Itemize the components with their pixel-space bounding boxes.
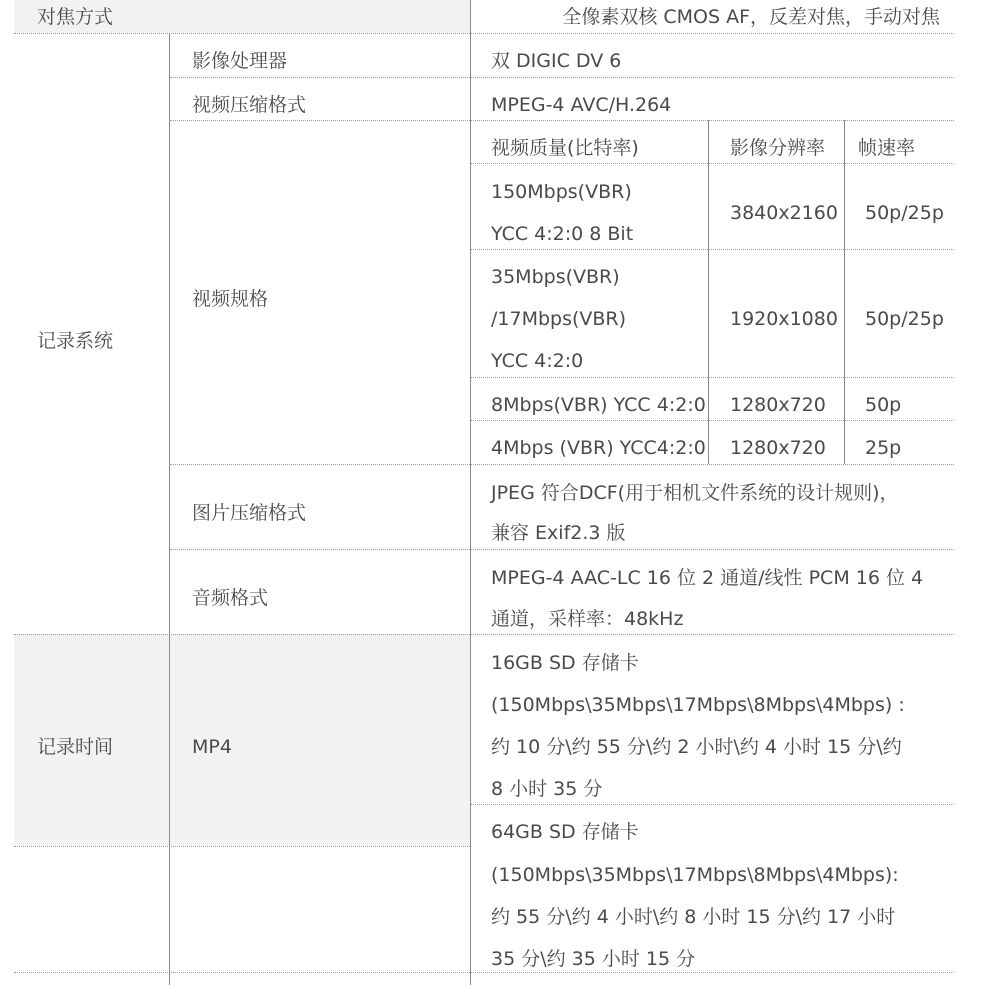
recording-time-label: 记录时间 [37, 736, 114, 758]
row-line [170, 549, 954, 550]
video-spec-header-resolution: 影像分辨率 [730, 137, 826, 159]
row-line [471, 804, 954, 805]
col-divider-1 [169, 33, 170, 985]
card16-line: (150Mbps\35Mbps\17Mbps\8Mbps\4Mbps) : [491, 694, 905, 716]
row-line [170, 464, 954, 465]
video-spec-quality: 150Mbps(VBR) [491, 181, 632, 203]
image-processor-label: 影像处理器 [192, 50, 288, 72]
card64-line: 35 分\约 35 小时 15 分 [491, 948, 696, 970]
image-compression-value: 兼容 Exif2.3 版 [491, 522, 626, 544]
card64-line: (150Mbps\35Mbps\17Mbps\8Mbps\4Mbps): [491, 864, 899, 886]
image-compression-value: JPEG 符合DCF(用于相机文件系统的设计规则)， [491, 482, 899, 504]
row-line [14, 972, 954, 973]
recording-system-label: 记录系统 [37, 330, 114, 352]
video-spec-quality: /17Mbps(VBR) [491, 308, 627, 330]
audio-format-label: 音频格式 [192, 587, 269, 609]
video-compression-value: MPEG-4 AVC/H.264 [491, 94, 672, 116]
focus-value: 全像素双核 CMOS AF，反差对焦，手动对焦 [562, 6, 940, 28]
video-spec-quality: 8Mbps(VBR) YCC 4:2:0 [491, 394, 706, 416]
video-compression-label: 视频压缩格式 [192, 94, 307, 116]
video-spec-resolution: 1280x720 [730, 437, 826, 459]
row-line [471, 377, 954, 378]
video-spec-fps: 50p/25p [865, 202, 944, 224]
recording-format-label: MP4 [192, 736, 232, 758]
video-spec-quality: 35Mbps(VBR) [491, 266, 620, 288]
card16-line: 约 10 分\约 55 分\约 2 小时\约 4 小时 15 分\约 [491, 736, 902, 758]
row-line [14, 634, 954, 635]
row-line [471, 420, 954, 421]
video-table-divider-1 [708, 120, 709, 464]
row-line [471, 249, 954, 250]
video-spec-resolution: 1280x720 [730, 394, 826, 416]
video-spec-quality: YCC 4:2:0 [491, 350, 584, 372]
card64-line: 64GB SD 存储卡 [491, 821, 639, 843]
row-line [14, 33, 954, 34]
video-spec-resolution: 1920x1080 [730, 308, 838, 330]
focus-label: 对焦方式 [37, 6, 114, 28]
card64-line: 约 55 分\约 4 小时\约 8 小时 15 分\约 17 小时 [491, 906, 896, 928]
video-spec-header-fps: 帧速率 [858, 137, 916, 159]
video-spec-quality: 4Mbps (VBR) YCC4:2:0 [491, 437, 706, 459]
audio-format-value: 通道，采样率：48kHz [491, 608, 684, 630]
card16-line: 8 小时 35 分 [491, 778, 603, 800]
row-line [14, 846, 470, 847]
audio-format-value: MPEG-4 AAC-LC 16 位 2 通道/线性 PCM 16 位 4 [491, 567, 924, 589]
video-spec-header-quality: 视频质量(比特率) [491, 137, 639, 159]
col-divider-2 [470, 0, 471, 985]
video-spec-resolution: 3840x2160 [730, 202, 838, 224]
row-line [170, 77, 954, 78]
image-compression-label: 图片压缩格式 [192, 502, 307, 524]
card16-line: 16GB SD 存储卡 [491, 652, 639, 674]
row-line [471, 163, 954, 164]
video-spec-fps: 50p [865, 394, 902, 416]
row-line [170, 120, 954, 121]
video-spec-label: 视频规格 [192, 288, 269, 310]
video-spec-fps: 25p [865, 437, 902, 459]
video-table-divider-2 [844, 120, 845, 464]
video-spec-quality: YCC 4:2:0 8 Bit [491, 223, 634, 245]
video-spec-fps: 50p/25p [865, 308, 944, 330]
image-processor-value: 双 DIGIC DV 6 [491, 50, 622, 72]
